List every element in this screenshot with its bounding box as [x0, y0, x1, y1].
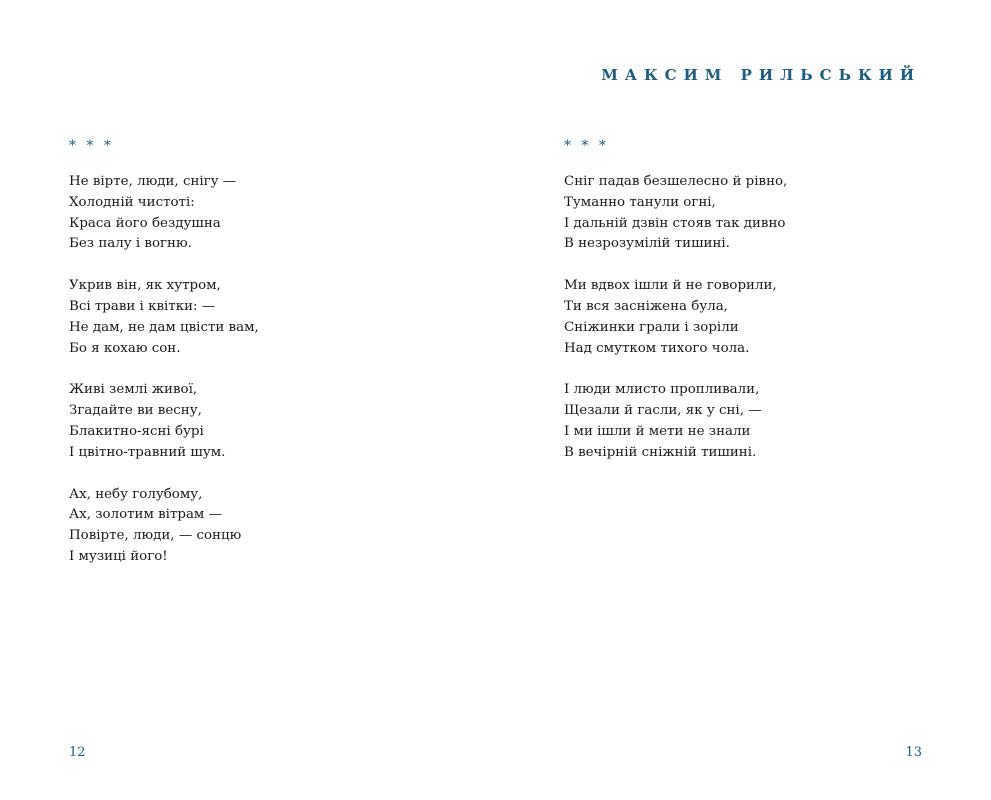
stanza — [69, 380, 259, 463]
poem-line: Холодній чистоті: — [69, 194, 195, 210]
poem-line: Над смутком тихого чола. — [564, 340, 750, 356]
poem-line: Ах, небу голубому, — [69, 486, 203, 502]
stanza — [564, 172, 787, 255]
poem-line: В незрозумілій тишині. — [564, 236, 730, 252]
poem-line: Туманно танули огні, — [564, 194, 716, 210]
left-page — [0, 0, 495, 800]
poem-line: І цвітно-травний шум. — [69, 444, 226, 460]
poem-line: Краса його бездушна — [69, 215, 221, 231]
poem-line: Укрив він, як хутром, — [69, 278, 221, 294]
poem-ornament: * * * — [69, 138, 114, 154]
stanza — [69, 276, 259, 359]
stanza — [69, 485, 259, 568]
poem-line: Згадайте ви весну, — [69, 403, 202, 419]
poem-line: Всі трави і квітки: — — [69, 298, 216, 314]
poem-line: Не вірте, люди, снігу — — [69, 174, 237, 189]
poem-line: Сніжинки грали і зоріли — [564, 319, 739, 335]
right-page — [495, 0, 991, 800]
poem-line: Сніг падав безшелесно й рівно, — [564, 174, 788, 189]
poem-line: Повірте, люди, — сонцю — [69, 528, 242, 544]
poem-line: Щезали й гасли, як у сні, — — [564, 403, 762, 419]
poem-line: Ти вся засніжена була, — [564, 298, 728, 314]
poem-line: І музиці його! — [69, 548, 168, 564]
poem-line: Ми вдвох ішли й не говорили, — [564, 278, 777, 294]
page-number-left: 12 — [69, 745, 86, 760]
poem-line: Живі землі живої, — [69, 382, 198, 398]
poem-right — [564, 136, 787, 485]
stanza — [564, 276, 787, 359]
poem-line: І дальній дзвін стояв так дивно — [564, 215, 786, 231]
poem-line: Блакитно-ясні бурі — [69, 423, 204, 439]
poem-line: Бо я кохаю сон. — [69, 340, 181, 356]
stanza — [69, 172, 259, 255]
poem-ornament: * * * — [564, 138, 609, 154]
poem-line: І люди млисто пропливали, — [564, 382, 760, 398]
stanza — [564, 380, 787, 463]
poem-line: В вечірній сніжній тишині. — [564, 444, 757, 460]
poem-line: Ах, золотим вітрам — — [69, 507, 222, 523]
poem-line: Не дам, не дам цвісти вам, — [69, 319, 259, 335]
poem-line: Без палу і вогню. — [69, 236, 192, 252]
poem-line: І ми ішли й мети не знали — [564, 423, 751, 439]
poem-left — [69, 136, 259, 589]
running-head-author: МАКСИМ РИЛЬСЬКИЙ — [601, 66, 921, 84]
page-number-right: 13 — [905, 745, 922, 760]
